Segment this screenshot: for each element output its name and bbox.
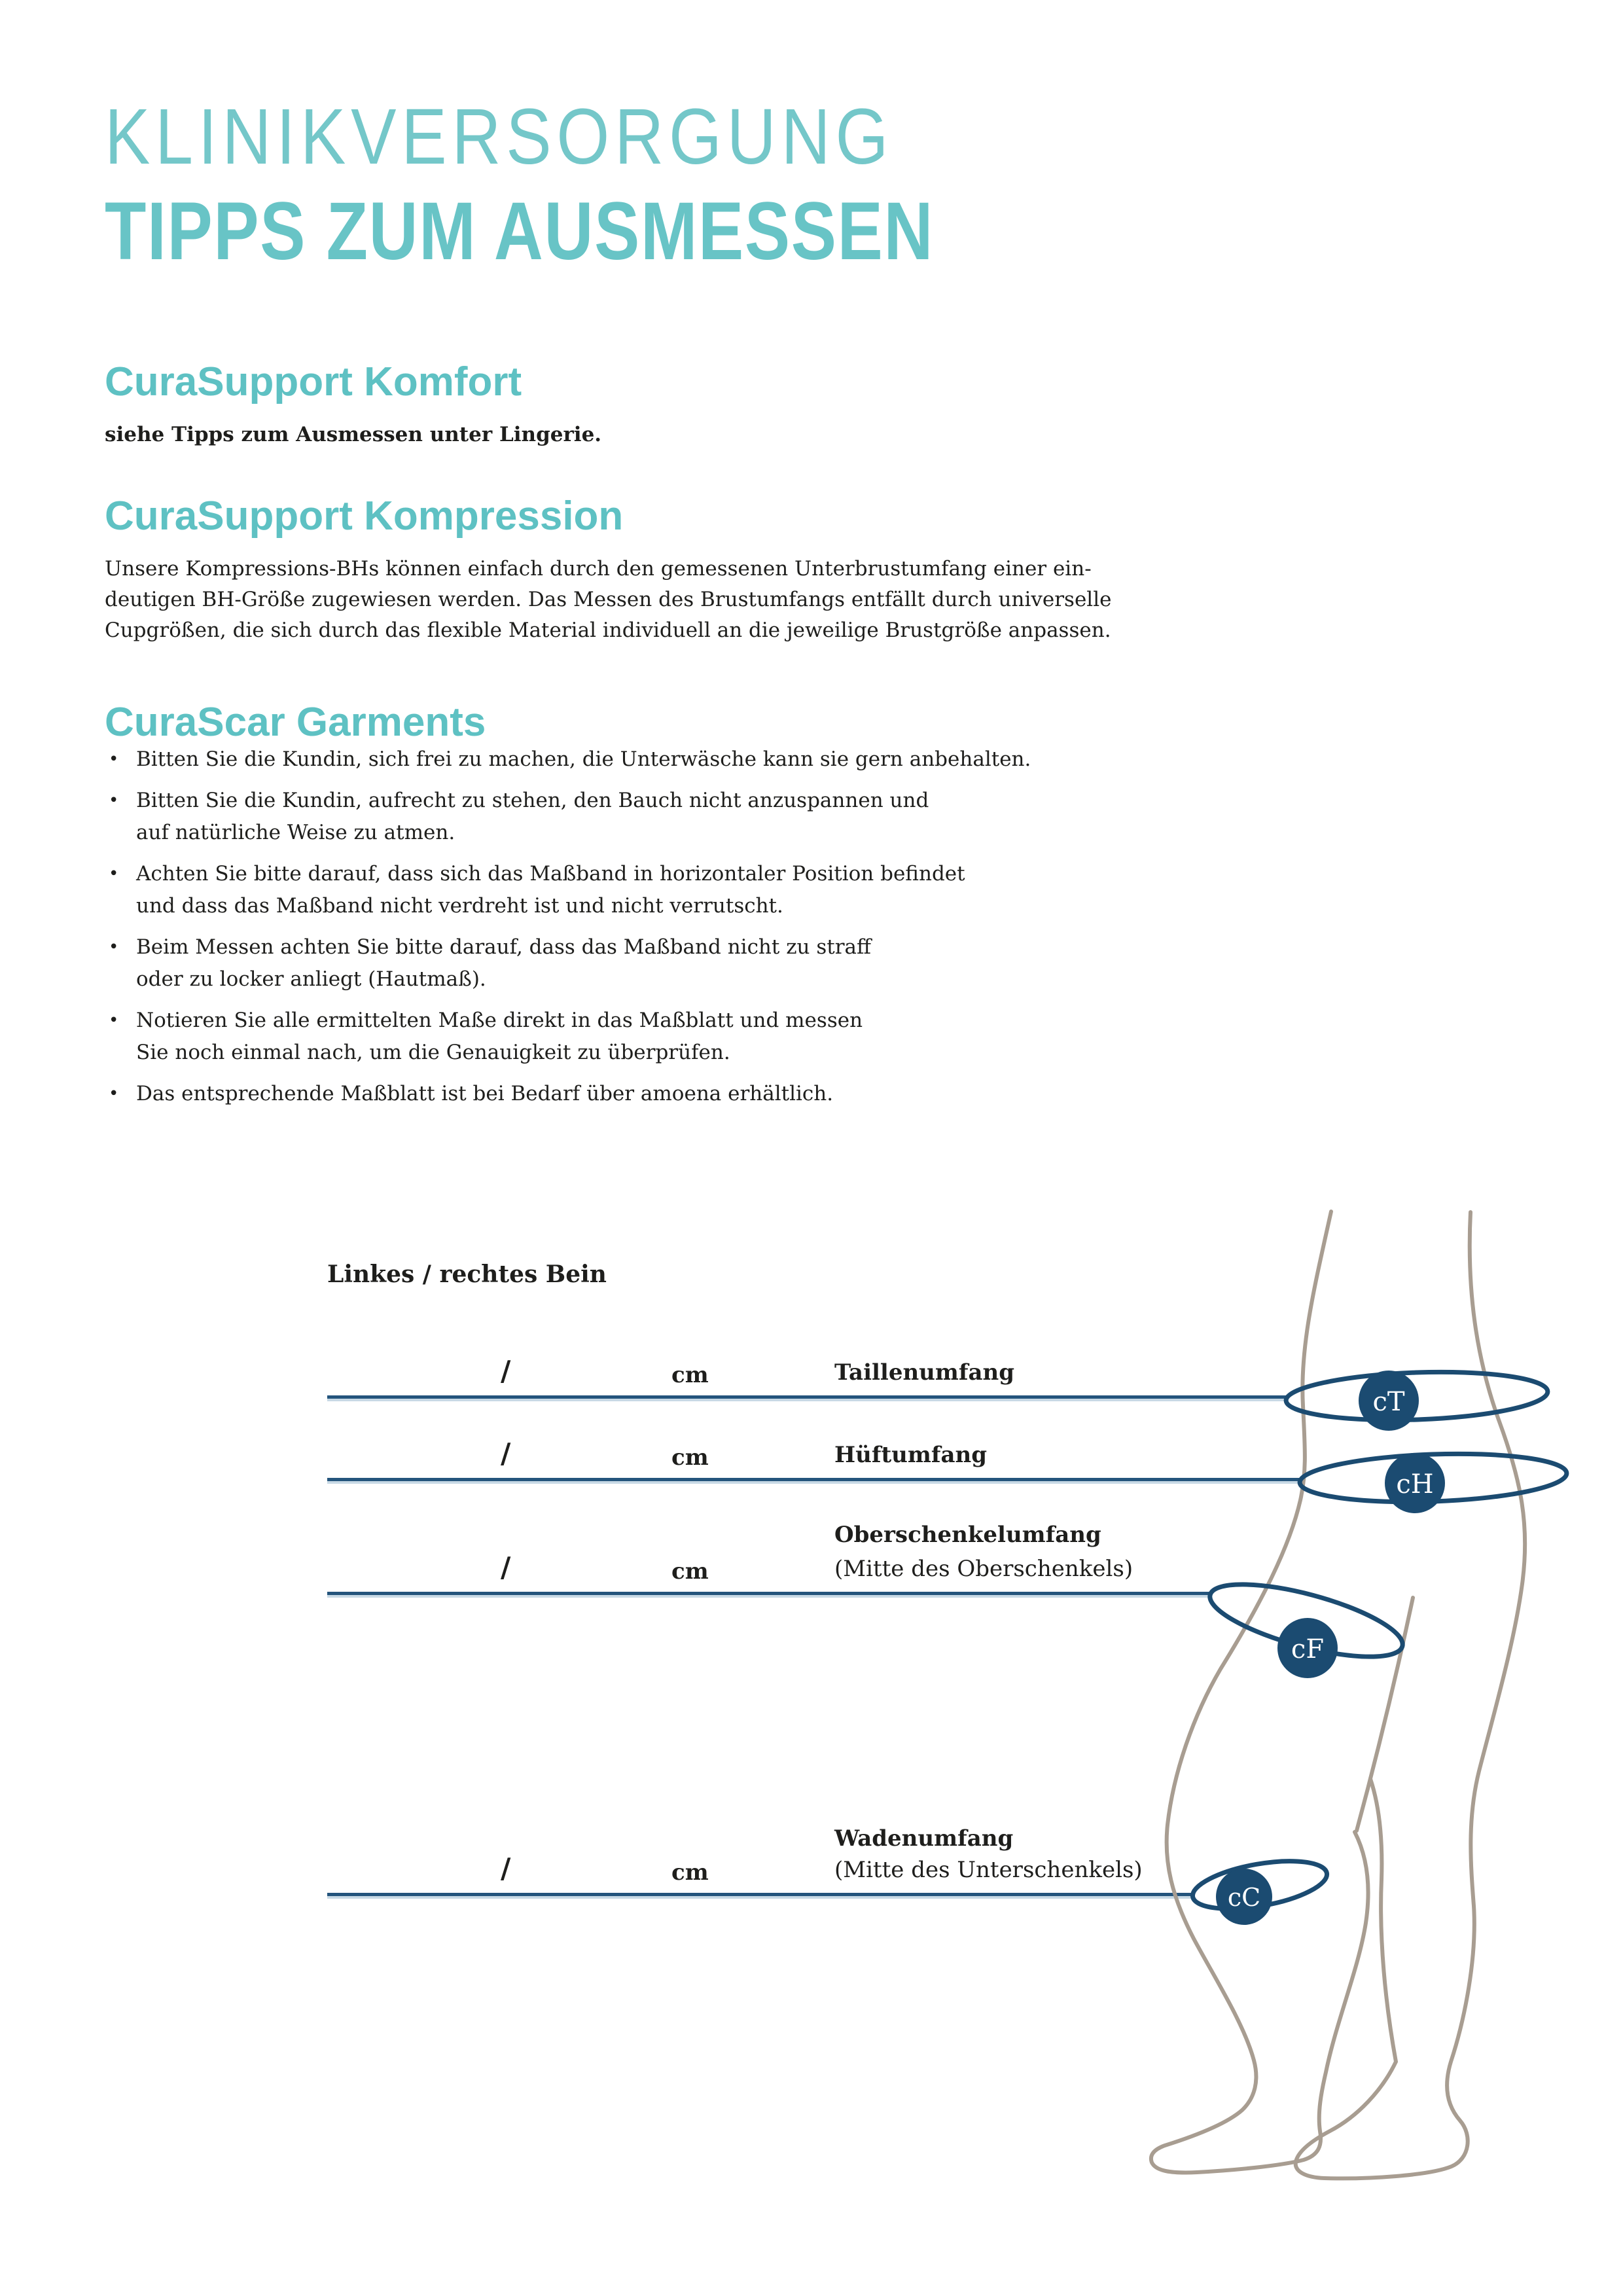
marker-label-cT: cT	[1372, 1387, 1405, 1417]
list-item	[105, 1078, 1257, 1110]
measure-label-huefte: Hüftumfang	[834, 1442, 988, 1468]
section-heading-kompression: CuraSupport Kompression	[105, 493, 624, 539]
measure-slash: /	[501, 1355, 511, 1387]
bullet-text: • Achten Sie bitte darauf, dass sich das Maßband in horizontaler Position befindet	[136, 862, 965, 886]
bullet-text: auf natürliche Weise zu atmen.	[136, 821, 455, 844]
marker-label-cH: cH	[1396, 1469, 1434, 1499]
bullet-text: • Beim Messen achten Sie bitte darauf, dass das Maßband nicht zu straff	[136, 935, 872, 959]
komfort-note: siehe Tipps zum Ausmessen unter Lingerie.	[105, 423, 602, 446]
marker-label-cF: cF	[1291, 1634, 1325, 1664]
list-item	[105, 931, 1257, 996]
curascar-bullet-list	[105, 744, 1257, 1119]
measure-label-taille: Taillenumfang	[834, 1359, 1015, 1386]
bullet-text: • Bitten Sie die Kundin, sich frei zu machen, die Unterwäsche kann sie gern anbehalten.	[136, 747, 1031, 771]
section-heading-komfort: CuraSupport Komfort	[105, 359, 522, 404]
list-item	[105, 858, 1257, 922]
kompression-paragraph-line: deutigen BH-Größe zugewiesen werden. Das Messen des Brustumfangs entfällt durch universelle	[105, 588, 1112, 611]
measure-unit: cm	[671, 1444, 709, 1471]
kompression-paragraph-line: Unsere Kompressions-BHs können einfach durch den gemessenen Unterbrustumfang einer ein-	[105, 557, 1092, 581]
measure-label-wade: Wadenumfang	[834, 1825, 1014, 1852]
measure-label-oberschenkel: Oberschenkelumfang	[834, 1522, 1101, 1548]
measure-unit: cm	[671, 1859, 709, 1886]
measure-sublabel-wade: (Mitte des Unterschenkels)	[834, 1857, 1143, 1883]
kompression-paragraph-line: Cupgrößen, die sich durch das flexible Material individuell an die jeweilige Brustgröße anpassen.	[105, 619, 1111, 642]
measure-slash: /	[501, 1437, 511, 1469]
measure-form-heading: Linkes / rechtes Bein	[327, 1261, 607, 1288]
list-item	[105, 744, 1257, 776]
page-title-line2: TIPPS ZUM AUSMESSEN	[105, 186, 935, 277]
bullet-text: oder zu locker anliegt (Hautmaß).	[136, 967, 486, 991]
bullet-text: und dass das Maßband nicht verdreht ist und nicht verrutscht.	[136, 894, 783, 918]
measure-slash: /	[501, 1852, 511, 1884]
legs-measurement-illustration	[1047, 1178, 1623, 2225]
measure-slash: /	[501, 1551, 511, 1583]
legs-outline	[1151, 1211, 1525, 2178]
measure-unit: cm	[671, 1362, 709, 1388]
list-item	[105, 1005, 1257, 1069]
measure-sublabel-oberschenkel: (Mitte des Oberschenkels)	[834, 1556, 1133, 1582]
page-title-line1: KLINIKVERSORGUNG	[105, 92, 894, 181]
measure-unit: cm	[671, 1558, 709, 1585]
section-heading-curascar: CuraScar Garments	[105, 700, 486, 745]
bullet-text: • Das entsprechende Maßblatt ist bei Bedarf über amoena erhältlich.	[136, 1082, 834, 1105]
list-item	[105, 785, 1257, 849]
bullet-text: Sie noch einmal nach, um die Genauigkeit zu überprüfen.	[136, 1041, 730, 1064]
bullet-text: • Notieren Sie alle ermittelten Maße direkt in das Maßblatt und messen	[136, 1009, 863, 1032]
measurement-markers	[1216, 1371, 1445, 1925]
bullet-text: • Bitten Sie die Kundin, aufrecht zu stehen, den Bauch nicht anzuspannen und	[136, 789, 929, 812]
marker-label-cC: cC	[1227, 1883, 1261, 1912]
